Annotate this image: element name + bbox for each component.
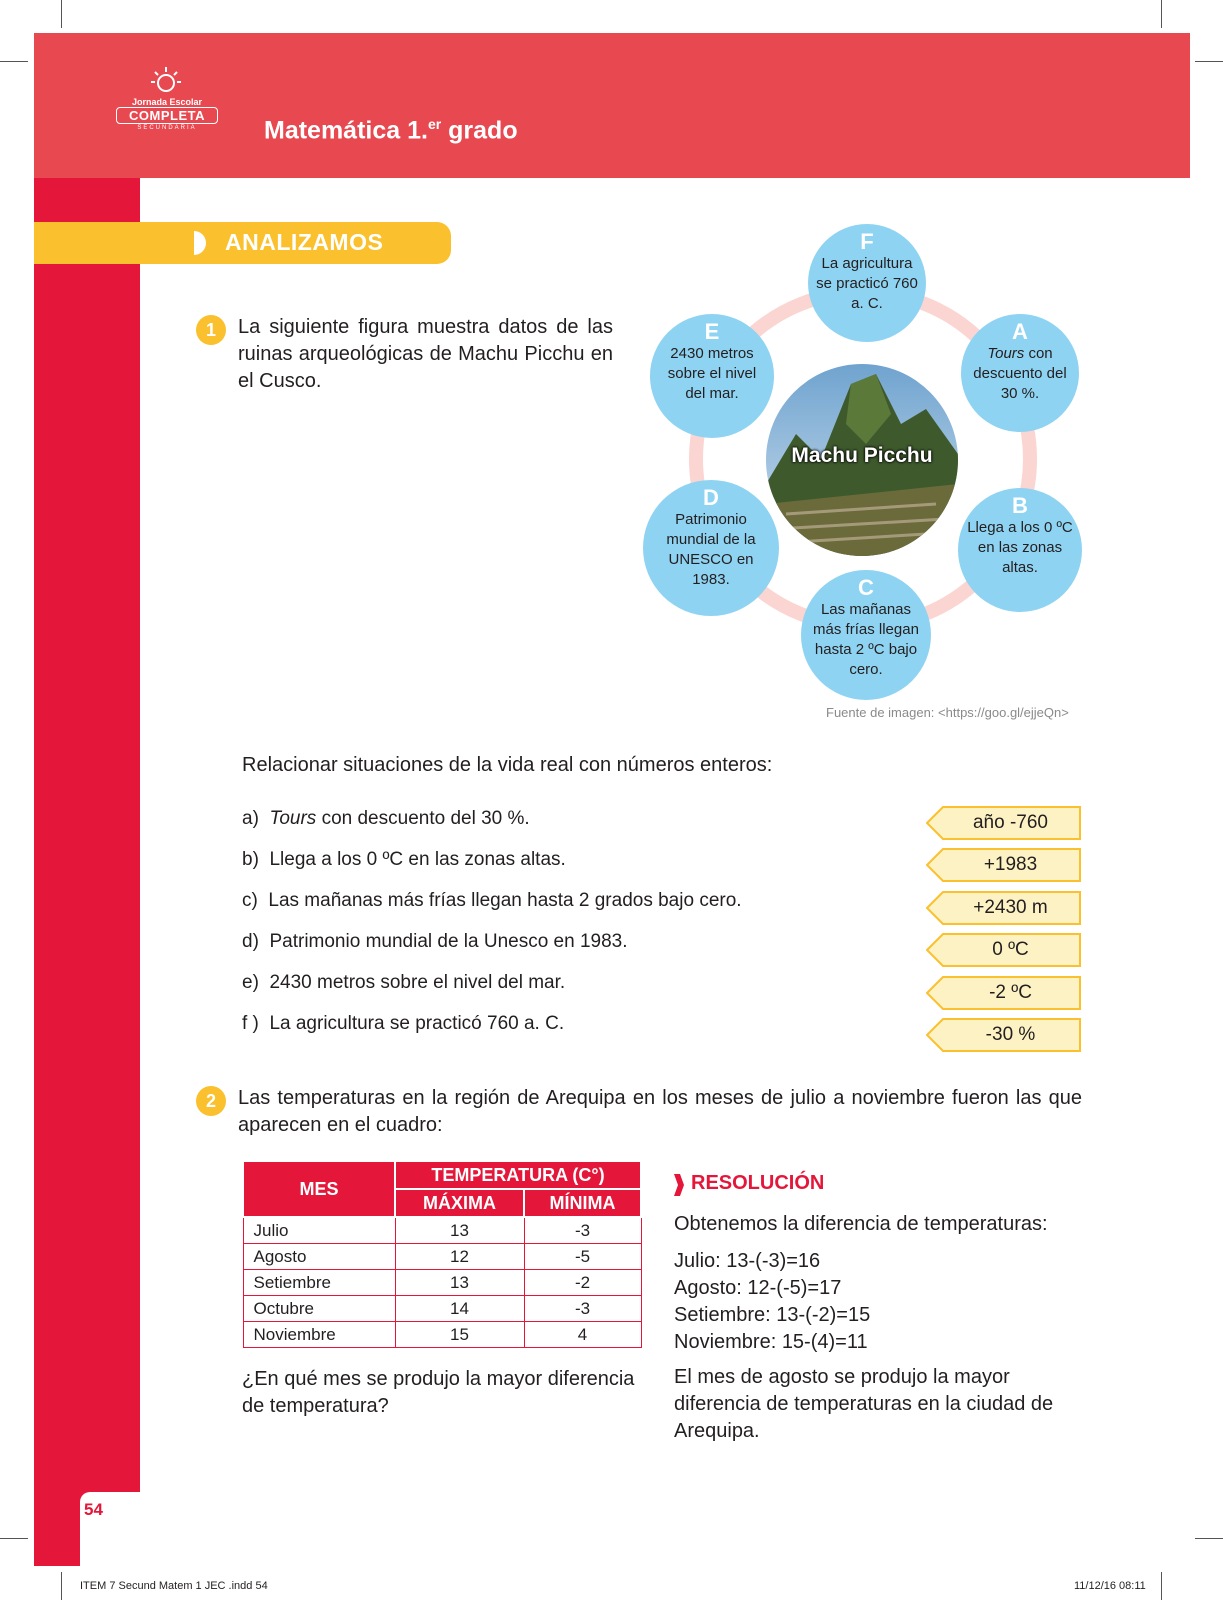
crop-mark: [0, 1538, 28, 1539]
cell-max: 14: [395, 1296, 524, 1322]
resolution-conclusion: El mes de agosto se produjo la mayor diferencia de temperaturas en la ciudad de Arequipa.: [674, 1366, 1054, 1442]
info-circle-c: [801, 570, 931, 700]
answer-arrow-box: [926, 1018, 1081, 1052]
crop-mark: [1161, 0, 1162, 28]
answer-arrow-box: [926, 891, 1081, 925]
footer-date: 11/12/16 08:11: [1074, 1580, 1146, 1592]
matching-item-c: c) Las mañanas más frías llegan hasta 2 grados bajo cero.: [242, 890, 742, 911]
circle-text: 2430 metros sobre el nivel del mar.: [667, 345, 757, 402]
cell-month: Noviembre: [243, 1322, 395, 1348]
crop-mark: [1195, 1538, 1223, 1539]
cell-min: 4: [524, 1322, 641, 1348]
table-header-max: MÁXIMA: [395, 1189, 524, 1217]
resolution-line: Agosto: 12-(-5)=17: [674, 1277, 842, 1299]
cell-month: Octubre: [243, 1296, 395, 1322]
table-header-month: MES: [243, 1161, 395, 1217]
circle-letter: F: [860, 229, 874, 254]
circle-text: La agricultura se practicó 760 a. C.: [816, 255, 918, 312]
resolution-line: Julio: 13-(-3)=16: [674, 1250, 821, 1272]
left-sidebar-band: [34, 178, 140, 1566]
info-circle-b: [958, 488, 1082, 612]
matching-instruction: Relacionar situaciones de la vida real con números enteros:: [242, 754, 773, 776]
matching-item-f: f ) La agricultura se practicó 760 a. C.: [242, 1013, 565, 1034]
resolution-intro: Obtenemos la diferencia de temperaturas:: [674, 1213, 1048, 1235]
table-row: [243, 1217, 641, 1244]
matching-item-b: b) Llega a los 0 ºC en las zonas altas.: [242, 849, 566, 870]
resolution-line: Noviembre: 15-(4)=11: [674, 1331, 868, 1353]
answer-arrow-box: [926, 848, 1081, 882]
logo-main-text: COMPLETA: [116, 107, 218, 124]
answer-label: 0 ºC: [992, 939, 1029, 960]
answer-label: +2430 m: [973, 897, 1048, 918]
answer-arrow-box: [926, 806, 1081, 840]
table-row: [243, 1244, 641, 1270]
logo-top-text: Jornada Escolar: [131, 97, 203, 107]
table-header-min: MÍNIMA: [524, 1189, 641, 1217]
circle-letter: D: [703, 485, 719, 510]
circle-letter: E: [704, 319, 720, 344]
question-2-prompt: ¿En qué mes se produjo la mayor diferencia de temperatura?: [242, 1368, 635, 1417]
cell-min: -2: [524, 1270, 641, 1296]
resolution-line: Setiembre: 13-(-2)=15: [674, 1304, 871, 1326]
crop-mark: [1195, 61, 1223, 62]
sun-icon: [150, 65, 182, 97]
circle-letter: A: [1012, 319, 1028, 344]
circle-letter: B: [1012, 493, 1028, 518]
answer-label: -30 %: [985, 1024, 1036, 1045]
answer-label: año -760: [972, 812, 1048, 833]
info-circle-a: [961, 314, 1079, 432]
cell-max: 15: [395, 1322, 524, 1348]
circle-text: Patrimonio mundial de la UNESCO en 1983.: [666, 511, 756, 588]
info-circle-d: [643, 480, 779, 616]
table-row: [243, 1270, 641, 1296]
cell-month: Julio: [243, 1217, 395, 1244]
question-1-text: La siguiente figura muestra datos de las ruinas arqueológicas de Machu Picchu en el Cusco.: [238, 316, 613, 392]
cell-max: 13: [395, 1270, 524, 1296]
logo-sub-text: SECUNDARIA: [137, 125, 197, 131]
photo-caption: Machu Picchu: [791, 444, 933, 467]
crop-mark: [0, 61, 28, 62]
table-header-temperature: TEMPERATURA (C°): [395, 1161, 641, 1189]
answer-label: -2 ºC: [989, 982, 1032, 1003]
circle-text: Llega a los 0 ºC en las zonas altas.: [967, 519, 1073, 576]
cell-max: 13: [395, 1217, 524, 1244]
table-row: [243, 1322, 641, 1348]
crop-mark: [61, 1572, 62, 1600]
temperature-table: [242, 1160, 642, 1348]
jornada-completa-logo: [110, 65, 220, 165]
answer-label: +1983: [983, 854, 1038, 875]
crop-mark: [1161, 1572, 1162, 1600]
matching-item-d: d) Patrimonio mundial de la Unesco en 1983.: [242, 931, 628, 952]
cell-month: Setiembre: [243, 1270, 395, 1296]
section-title: ANALIZAMOS: [225, 229, 384, 255]
page-number: 54: [84, 1500, 103, 1519]
answer-arrow-box: [926, 976, 1081, 1010]
cell-min: -3: [524, 1217, 641, 1244]
question-number-badge: 2: [196, 1086, 226, 1116]
info-circle-e: [650, 314, 774, 438]
matching-item-e: e) 2430 metros sobre el nivel del mar.: [242, 972, 566, 993]
cell-min: -3: [524, 1296, 641, 1322]
image-source: Fuente de imagen: <https://goo.gl/ejjeQn>: [826, 705, 1069, 720]
cell-month: Agosto: [243, 1244, 395, 1270]
chevron-right-icon: [674, 1174, 684, 1196]
circle-text: Tours con descuento del 30 %.: [973, 345, 1067, 402]
crop-mark: [61, 0, 62, 28]
circle-text: Las mañanas más frías llegan hasta 2 ºC bajo cero.: [813, 601, 919, 678]
question-number-badge: 1: [196, 315, 226, 345]
info-circle-f: [808, 224, 926, 342]
cell-max: 12: [395, 1244, 524, 1270]
circle-letter: C: [858, 575, 874, 600]
footer-file-name: ITEM 7 Secund Matem 1 JEC .indd 54: [80, 1580, 268, 1592]
matching-item-a: a) Tours con descuento del 30 %.: [242, 808, 530, 829]
table-row: [243, 1296, 641, 1322]
cell-min: -5: [524, 1244, 641, 1270]
answer-arrow-box: [926, 933, 1081, 967]
machu-picchu-photo: [766, 364, 958, 556]
question-2-text: Las temperaturas en la región de Arequipa en los meses de julio a noviembre fueron las que aparecen en el cuadro:: [238, 1087, 1082, 1136]
page-title: Matemática 1.$^{er}$ grado: [264, 116, 518, 145]
resolution-title: RESOLUCIÓN: [691, 1172, 825, 1194]
